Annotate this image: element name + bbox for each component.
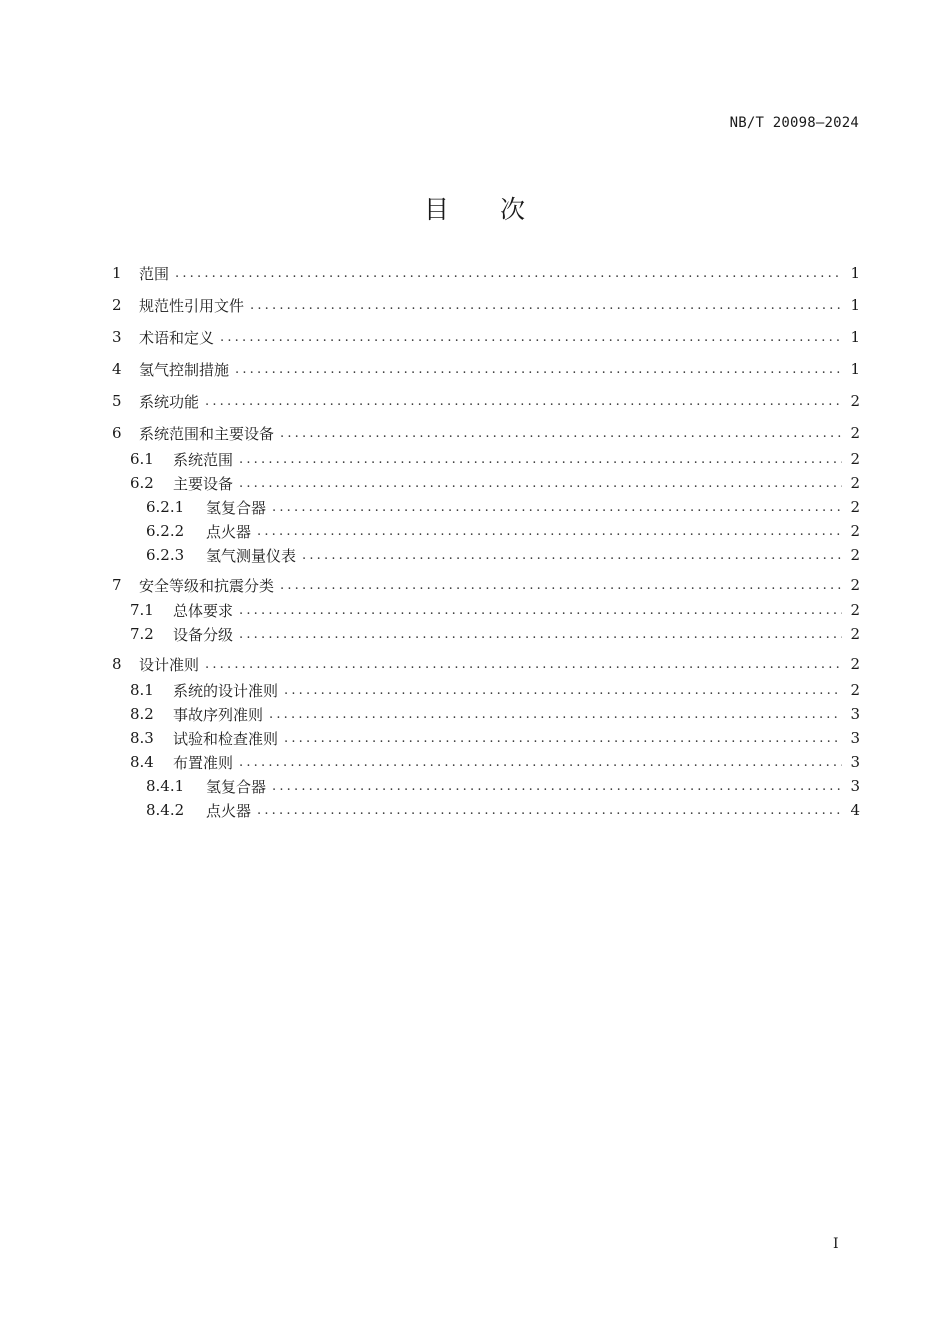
toc-entry-number: 1 (112, 264, 122, 282)
page-number: I (833, 1236, 839, 1252)
toc-entry-page: 2 (850, 655, 860, 673)
toc-leader-dots (272, 500, 842, 515)
toc-entry[interactable] (112, 294, 860, 316)
toc-entry-text: 术语和定义 (139, 328, 215, 347)
toc-entry-number: 2 (112, 296, 122, 314)
toc-entry-number: 6.2.1 (146, 498, 185, 516)
toc-entry-text: 氢气测量仪表 (206, 546, 297, 565)
toc-leader-dots (239, 452, 842, 467)
toc-entry-page: 1 (850, 360, 860, 378)
toc-entry[interactable] (130, 599, 860, 621)
toc-title (0, 190, 950, 226)
toc-entry-page: 2 (850, 522, 860, 540)
toc-leader-dots (284, 731, 842, 746)
toc-entry-page: 3 (850, 705, 860, 723)
toc-leader-dots (272, 779, 842, 794)
toc-entry[interactable] (146, 775, 860, 797)
toc-entry-text: 总体要求 (173, 601, 234, 620)
toc-entry[interactable] (112, 358, 860, 380)
toc-leader-dots (239, 603, 842, 618)
toc-entry-text: 点火器 (206, 801, 252, 820)
toc-entry-page: 2 (850, 474, 860, 492)
toc-entry[interactable] (112, 653, 860, 675)
toc-entry-page: 2 (850, 546, 860, 564)
toc-entry-text: 试验和检查准则 (173, 729, 279, 748)
toc-entry[interactable] (130, 623, 860, 645)
toc-entry[interactable] (146, 520, 860, 542)
toc-entry-text: 设备分级 (173, 625, 234, 644)
toc-entry-number: 8.2 (130, 705, 154, 723)
toc-entry[interactable] (130, 727, 860, 749)
toc-entry-number: 7 (112, 576, 122, 594)
toc-leader-dots (280, 578, 842, 593)
toc-entry-page: 2 (850, 576, 860, 594)
toc-entry-page: 1 (850, 296, 860, 314)
toc-entry-page: 2 (850, 424, 860, 442)
document-code: NB/T 20098—2024 (729, 115, 859, 131)
toc-entry-text: 系统范围 (173, 450, 234, 469)
toc-leader-dots (239, 627, 842, 642)
toc-leader-dots (205, 394, 842, 409)
toc-entry-text: 范围 (139, 264, 170, 283)
toc-entry-page: 2 (850, 681, 860, 699)
toc-leader-dots (280, 426, 842, 441)
toc-entry-number: 8.4 (130, 753, 154, 771)
toc-entry-page: 2 (850, 450, 860, 468)
toc-entry-number: 6.2.3 (146, 546, 185, 564)
toc-entry[interactable] (112, 390, 860, 412)
toc-leader-dots (239, 755, 842, 770)
toc-entry-page: 2 (850, 625, 860, 643)
toc-entry-page: 4 (850, 801, 860, 819)
toc-entry[interactable] (130, 751, 860, 773)
toc-entry[interactable] (112, 326, 860, 348)
toc-entry-text: 规范性引用文件 (139, 296, 245, 315)
toc-entry-page: 1 (850, 328, 860, 346)
toc-leader-dots (250, 298, 842, 313)
toc-entry-text: 主要设备 (173, 474, 234, 493)
toc-entry[interactable] (112, 262, 860, 284)
toc-entry[interactable] (130, 679, 860, 701)
toc-entry-number: 6.1 (130, 450, 154, 468)
toc-leader-dots (269, 707, 842, 722)
toc-entry-number: 8.3 (130, 729, 154, 747)
toc-entry[interactable] (112, 574, 860, 596)
toc-leader-dots (239, 476, 842, 491)
toc-entry-page: 2 (850, 498, 860, 516)
toc-entry-number: 8 (112, 655, 122, 673)
toc-entry-number: 6.2 (130, 474, 154, 492)
toc-entry-number: 7.2 (130, 625, 154, 643)
toc-entry-number: 5 (112, 392, 122, 410)
toc-leader-dots (284, 683, 842, 698)
toc-leader-dots (220, 330, 842, 345)
toc-entry-page: 3 (850, 753, 860, 771)
toc-entry-text: 事故序列准则 (173, 705, 264, 724)
toc-leader-dots (205, 657, 842, 672)
toc-entry[interactable] (112, 422, 860, 444)
toc-entry-page: 3 (850, 777, 860, 795)
toc-entry-number: 7.1 (130, 601, 154, 619)
toc-leader-dots (257, 524, 842, 539)
toc-leader-dots (257, 803, 842, 818)
toc-entry[interactable] (130, 448, 860, 470)
toc-title-part2: 次 (500, 195, 527, 224)
toc-entry-page: 2 (850, 392, 860, 410)
toc-entry-text: 氢复合器 (206, 777, 267, 796)
toc-leader-dots (235, 362, 842, 377)
toc-entry-text: 氢气控制措施 (139, 360, 230, 379)
toc-entry-text: 系统范围和主要设备 (139, 424, 275, 443)
toc-entry[interactable] (130, 703, 860, 725)
toc-leader-dots (302, 548, 842, 563)
toc-entry-text: 布置准则 (173, 753, 234, 772)
toc-entry-page: 1 (850, 264, 860, 282)
toc-entry-number: 6 (112, 424, 122, 442)
toc-entry-page: 2 (850, 601, 860, 619)
toc-entry-number: 3 (112, 328, 122, 346)
toc-title-part1: 目 (423, 195, 450, 224)
toc-entry-text: 系统功能 (139, 392, 200, 411)
toc-entry-page: 3 (850, 729, 860, 747)
toc-entry-number: 6.2.2 (146, 522, 185, 540)
toc-entry-number: 8.4.1 (146, 777, 185, 795)
toc-entry-text: 氢复合器 (206, 498, 267, 517)
toc-entry[interactable] (130, 472, 860, 494)
toc-entry[interactable] (146, 496, 860, 518)
toc-entry[interactable] (146, 799, 860, 821)
toc-entry-text: 安全等级和抗震分类 (139, 576, 275, 595)
toc-entry-number: 8.4.2 (146, 801, 185, 819)
toc-entry-number: 8.1 (130, 681, 154, 699)
toc-entry-text: 点火器 (206, 522, 252, 541)
toc-entry[interactable] (146, 544, 860, 566)
toc-entry-text: 设计准则 (139, 655, 200, 674)
toc-entry-number: 4 (112, 360, 122, 378)
toc-entry-text: 系统的设计准则 (173, 681, 279, 700)
toc-leader-dots (175, 266, 842, 281)
